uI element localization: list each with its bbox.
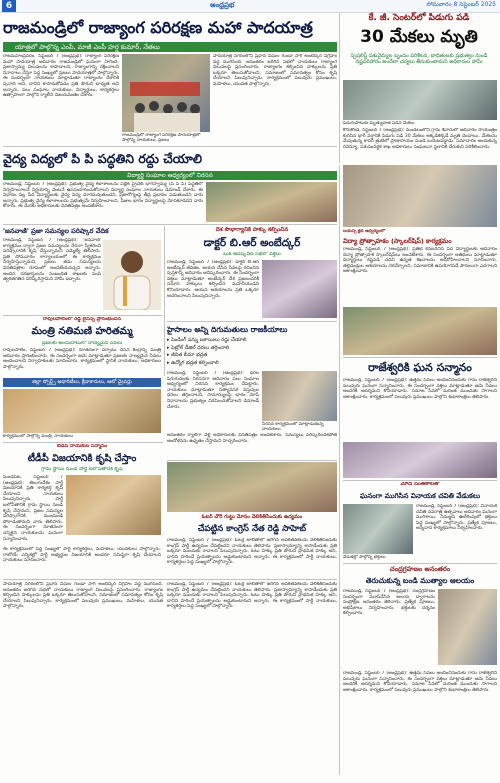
haisalam-point: ▸ ఉద్యోగ భద్రత కల్పించాలి	[167, 359, 219, 366]
tdp-headline: టీడీపీ విజయానికి కృషి చేస్తాం	[27, 453, 137, 464]
bottom-right-body: రాజమండ్రి, సెప్టెంబర్ 7 (ఆంధ్రప్రభ): ఉత్తమ సేవలు అందించినందుకు గాను రాజేశ్వరిని పలువురు ఘనంగా సన్మానించారు. ఈ సందర్భంగా వక్తలు మాట్లాడుతూ ఆమె సేవలు అందరికీ ఆదర్శమని కొనియాడారు. సమాజ సేవలో మరింత ముందుకు సాగాలని ఆకాంక్షించారు. కార్యక్రమంలో పలువురు ప్రముఖులు పాల్గొని శుభాకాంక్షలు తెలిపారు.	[343, 671, 497, 693]
mla-portrait	[103, 240, 161, 310]
sanmanam-body: రాజమండ్రి, సెప్టెంబర్ 7 (ఆంధ్రప్రభ): ఉత్తమ సేవలు అందించినందుకు గాను రాజేశ్వరిని పలువురు ఘనంగా సన్మానించారు. ఈ సందర్భంగా వక్తలు మాట్లాడుతూ ఆమె సేవలు అందరికీ ఆదర్శమని కొనియాడారు. సమాజ సేవలో మరింత ముందుకు సాగాలని ఆకాంక్షించారు. కార్యక్రమంలో పలువురు ప్రముఖులు పాల్గొని శుభాకాంక్షలు తెలిపారు.	[343, 378, 497, 400]
person-icon	[103, 240, 161, 310]
section-divider	[3, 442, 163, 443]
section-divider	[167, 321, 337, 322]
medical-bar: విద్యార్థి సంఘాల ఆధ్వర్యంలో నిరసన	[3, 171, 337, 180]
ambedkar-body: రాజమండ్రి, సెప్టెంబర్ 7 (ఆంధ్రప్రభ): డాక్టర్ బి.ఆర్ అంబేద్కర్ జీవితం, ఆయన చేసిన సేవలపై రచించిన పుస్తకాన్ని ఆదివారం ఆవిష్కరించారు. ఈ సందర్భంగా వక్తలు మాట్లాడుతూ అంబేద్కర్ దేశ ప్రజలందరికీ సమాన హక్కులు కల్పించిన మహనీయుడని కొనియాడారు. ఆయన ఆశయాలను ప్రతి ఒక్కరూ ఆచరించాలని పిలుపునిచ్చారు.	[167, 260, 259, 299]
ambedkar-kicker: దేశ సౌభాగ్యానికి హక్కు కల్పించిన	[215, 227, 289, 233]
medical-headline: వైద్య విద్యలో పి పి పద్ధతిని రద్దు చేయాలి	[3, 151, 203, 166]
goats-photo	[343, 80, 497, 120]
modi-headline: ఘనంగా ముగిసిన వినాయక చవితి వేడుకలు	[359, 492, 481, 500]
modi-caption: వేడుకల్లో పాల్గొన్న భక్తులు	[343, 555, 386, 560]
medical-body: రాజమండ్రి, సెప్టెంబర్ 7 (ఆంధ్రప్రభ): ప్రభుత్వ వైద్య కళాశాలలను పబ్లిక్ ప్రైవేట్ భాగస్వామ్య (పి పి పి) పద్ధతిలో నిర్వహించాలనే నిర్ణయాన్ని వెంటనే ఉపసంహరించుకోవాలని విద్యార్థి సంఘాల నాయకులు డిమాండ్ చేశారు. ఈ విధానం వల్ల పేద విద్యార్థులకు వైద్య విద్య దూరమవుతుందని, ప్రజారోగ్యంపై తీవ్ర ప్రభావం పడుతుందని వారు అన్నారు. ప్రభుత్వ వైద్య కళాశాలలను ప్రభుత్వమే నిర్వహించాలని, ఫీజుల భారం విద్యార్థులపై మోపకూడదని వారు కోరారు. ఈ మేరకు అధికారులకు వినతిపత్రం అందజేశారు.	[3, 182, 203, 210]
section-divider	[3, 579, 337, 580]
lead-body: రాజమహేంద్రవరం, సెప్టెంబర్ 7 (ఆంధ్రప్రభ): రాజ్యాంగ పరిరక్షణ మహా పాదయాత్ర ఆదివారం రాజమండ్రిలో ఘనంగా సాగింది. ప్రజాస్వామ్య విలువలను కాపాడాలని, రాజ్యాంగాన్ని రక్షించాలని నినాదాలు చేస్తూ పెద్ద సంఖ్యలో ప్రజలు పాదయాత్రలో పాల్గొన్నారు. ఈ సందర్భంగా నాయకులు మాట్లాడుతూ రాజ్యాంగం దేశానికి పునాది అని, దానిని కాపాడుకోవడం ప్రతి పౌరుని బాధ్యత అని అన్నారు. పలు సంఘాల నాయకులు, విద్యార్థులు, కార్యకర్తలు ఉత్సాహంగా పాల్గొని ర్యాలీని విజయవంతం చేశారు.	[3, 54, 119, 99]
haisalam-points	[167, 337, 337, 369]
scholarship-kicker: లయన్స్ క్లబ్ ఆధ్వర్యంలో	[343, 229, 385, 234]
scholarship-headline: విద్యా ప్రోత్సాహకం (స్కాలర్‌షిప్) కార్యక్రమం	[343, 237, 452, 245]
column-divider	[339, 13, 340, 163]
goats-body: కోరుకొండ, సెప్టెంబర్ 7 (ఆంధ్రప్రభ): మండలంలోని గ్రామ శివారులో ఆదివారం సాయంత్రం కురిసిన భారీ వర్షానికి పిడుగు పడి 30 మేకలు అక్కడికక్కడే మృతి చెందాయి. మేకలను మేపుతున్న కాపరి త్రుటిలో ప్రాణాపాయం నుండి బయటపడ్డాడు. సమాచారం అందుకున్న రెవెన్యూ, పశుసంవర్ధక శాఖ అధికారులు సంఘటనా స్థలానికి చేరుకుని పరిశీలించారు.	[343, 128, 497, 150]
haisalam-headline: హైసాలం అన్ని దిగుమతులు రాజకీయాలు	[167, 325, 288, 334]
modi-kicker: మోదీ సంతకాలతో	[400, 482, 440, 487]
rally-illustration	[122, 54, 210, 132]
chandra-photo	[438, 589, 497, 665]
lead-subhead: యాత్రలో పాల్గొన్న ఎంపీ, మాజీ ఎంపీ హర్ష కుమార్, నేతలు	[3, 42, 337, 52]
goats-headline: 30 మేకలు మృతి	[360, 27, 478, 47]
haritham-photo	[3, 389, 161, 433]
haisalam-point: ▸ పెట్రోల్ డీజిల్ ధరలు తగ్గించాలి	[167, 344, 230, 351]
chandra-body: రాజమండ్రి, సెప్టెంబర్ 7 (ఆంధ్రప్రభ): చంద్రగ్రహణం సందర్భంగా మూసివేసిన ఆలయ ద్వారాలను సంప్రోక్షణ అనంతరం తెరిచారు. ప్రత్యేక పూజలు, అభిషేకాలు నిర్వహించారు. భక్తులకు దర్శనం కల్పించారు.	[343, 589, 435, 617]
scholarship-body: రాజమండ్రి, సెప్టెంబర్ 7 (ఆంధ్రప్రభ): ప్రతిభ కనబరిచిన పేద విద్యార్థులకు ఆదివారం విద్యా ప్రోత్సాహక స్కాలర్‌షిప్‌లు అందజేశారు. ఈ సందర్భంగా అతిథులు మాట్లాడుతూ విద్యార్థులు కష్టపడి చదివి ఉన్నత శిఖరాలను అధిరోహించాలని సూచించారు. తల్లిదండ్రుల ఆశయాలను నెరవేర్చాలని, సమాజానికి ఉపయోగపడే పౌరులుగా ఎదగాలని ఆకాంక్షించారు.	[343, 247, 497, 275]
masthead: ఆంధ్రప్రభ	[210, 1, 235, 9]
column-divider	[164, 226, 165, 376]
haritham-kicker: రావులపాలెంలో రెడ్డి లైసెన్స్ ప్రారంభించిన	[42, 317, 122, 322]
haritham-body: రావులపాలెం, సెప్టెంబర్ 7 (ఆంధ్రప్రభ): నూతనంగా ఏర్పాటు చేసిన కేంద్రాన్ని మంత్రి ఆదివారం ప్రారంభించారు. ఈ సందర్భంగా ఆమె మాట్లాడుతూ ప్రజలకు నాణ్యమైన సేవలు అందించాలని నిర్వాహకులకు సూచించారు. కార్యక్రమంలో స్థానిక నాయకులు, అధికారులు పాల్గొన్నారు.	[3, 348, 161, 370]
section-divider	[167, 460, 337, 461]
haisalam-body: రాజమండ్రి, సెప్టెంబర్ 7 (ఆంధ్రప్రభ): ధరల పెరుగుదలకు నిరసనగా ఆదివారం పలు సంఘాల ఆధ్వర్యంలో నిరసన కార్యక్రమం చేపట్టారు. నాయకులు మాట్లాడుతూ నిత్యావసర వస్తువుల ధరలు తగ్గించాలని, సామాన్యులపై భారం మోపే విధానాలను ప్రభుత్వం విరమించుకోవాలని డిమాండ్ చేశారు.	[167, 371, 259, 410]
tdp-kicker: టీడీపీ నాయకుల సన్మానం	[56, 444, 108, 449]
goats-subhead: స్పెషలిస్ట్ పశువైద్యుల బృందం పరిశీలన, బాధితులకు ప్రభుత్వం నుండి నష్టపరిహారం అందేలా చర్యలు తీసుకుంటామని అధికారుల హామీ	[350, 53, 488, 66]
sanmanam-headline: రాజేశ్వరికి ఘన సన్మానం	[368, 361, 472, 374]
lead-body-continued: పాదయాత్ర నగరంలోని ప్రధాన వీధుల గుండా సాగి అంబేద్కర్ విగ్రహం వద్ద ముగిసింది. అనంతరం జరిగిన సభలో నాయకులు రాజ్యాంగ విలువలపై ప్రసంగించారు. రాజ్యాంగం కల్పించిన హక్కులను ప్రతి ఒక్కరూ తెలుసుకోవాలని, సమాజంలో సమానత్వం కోసం కృషి చేయాలని పిలుపునిచ్చారు. కార్యక్రమంలో పలువురు ప్రముఖులు, మహిళలు, యువత పాల్గొన్నారు.	[213, 54, 337, 87]
haisalam-point: ▸ జీవిత బీమా భద్రత	[167, 352, 208, 358]
congress-kicker: ఓటర్ చోరీ గుట్టు మోసం వెలికితీసేందుకు ఉద్యమం	[201, 514, 303, 520]
goats-caption: పిడుగుపాటుకు మృత్యువాత పడిన మేకలు	[343, 121, 415, 126]
janavani-headline: 'జనవాణి' ప్రజా సమస్యల పరిష్కార వేదిక	[3, 227, 109, 235]
tdp-body: మండపేట, సెప్టెంబర్ 7 (ఆంధ్రప్రభ): తెలుగుదేశం పార్టీ విజయానికి ప్రతి కార్యకర్త కృషి చేయాలని నాయకులు పిలుపునిచ్చారు. పార్టీ బలోపేతానికి గ్రామ స్థాయి నుండి కృషి చేస్తామని, ప్రజల సమస్యల పరిష్కారానికి ముందుండి పోరాడుతామని వారు తెలిపారు. ఈ సందర్భంగా నూతనంగా ఎన్నికైన నాయకులను ఘనంగా సన్మానించారు.	[3, 475, 63, 542]
tdp-photo	[66, 475, 161, 535]
janavani-body: రాజమండ్రి, సెప్టెంబర్ 7 (ఆంధ్రప్రభ): 'జనవాణి' కార్యక్రమం ద్వారా ప్రజల సమస్యలను నేరుగా స్వీకరించి పరిష్కారానికి కృషి చేస్తున్నామని ఎమ్మెల్యే తెలిపారు. ప్రతి సోమవారం కార్యాలయంలో ఈ కార్యక్రమం నిర్వహిస్తున్నామని, ప్రజలు తమ సమస్యలను వినతిపత్రాల రూపంలో అందజేయవచ్చని అన్నారు. అందిన దరఖాస్తులను సంబంధిత శాఖలకు పంపి త్వరితగతిన పరిష్కరిస్తామని హామీ ఇచ్చారు.	[3, 238, 101, 283]
haritham-headline: మంత్రి నతిమణి హరితమ్మ	[31, 326, 133, 337]
dateline: సోమవారం 8 సెప్టెంబర్ 2025	[426, 1, 496, 8]
medical-photo	[206, 182, 337, 222]
lead-photo-caption: రాజమండ్రిలో రాజ్యాంగ పరిరక్షణ పాదయాత్రలో పాల్గొన్న నాయకులు, ప్రజలు	[122, 133, 201, 144]
bottom-left-body: పాదయాత్ర నగరంలోని ప్రధాన వీధుల గుండా సాగి అంబేద్కర్ విగ్రహం వద్ద ముగిసింది. అనంతరం జరిగిన సభలో నాయకులు రాజ్యాంగ విలువలపై ప్రసంగించారు. రాజ్యాంగం కల్పించిన హక్కులను ప్రతి ఒక్కరూ తెలుసుకోవాలని, సమాజంలో సమానత్వం కోసం కృషి చేయాలని పిలుపునిచ్చారు. కార్యక్రమంలో పలువురు ప్రముఖులు, మహిళలు, యువత పాల్గొన్నారు.	[3, 582, 163, 610]
tdp-body-continued: ఈ కార్యక్రమంలో పెద్ద సంఖ్యలో పార్టీ కార్యకర్తలు, మహిళలు, యువకులు పాల్గొన్నారు. రాబోయే ఎన్నికల్లో పార్టీ అభ్యర్థుల విజయానికి అందరూ సమిష్టిగా కృషి చేయాలని నాయకులు సూచించారు.	[3, 547, 161, 564]
ambedkar-sub: బుక్ ఆవిష్కరణ సభలో వక్తలు	[223, 252, 281, 257]
column-divider-right	[339, 165, 340, 775]
congress-body: రాజమండ్రి, సెప్టెంబర్ 7 (ఆంధ్రప్రభ): ఓటర్ల జాబితాలో జరిగిన అవకతవకలను వెలికితీసేందుకు కాంగ్రెస్ పార్టీ ఉద్యమం చేపట్టిందని నాయకులు తెలిపారు. ప్రజాస్వామ్యాన్ని కాపాడేందుకు ప్రతి ఒక్కరూ ముందుకు రావాలని పిలుపునిచ్చారు. ఓటు హక్కు ప్రతి పౌరుని ప్రాథమిక హక్కు అని, దానిని హరించే ప్రయత్నాలను అడ్డుకుంటామని అన్నారు. ఈ కార్యక్రమంలో పార్టీ నాయకులు, కార్యకర్తలు పెద్ద సంఖ్యలో పాల్గొన్నారు.	[167, 538, 337, 566]
section-divider	[343, 480, 497, 481]
haisalam-photo	[262, 371, 337, 421]
page-header-strip	[0, 0, 500, 13]
chandra-kicker: చంద్రగ్రహణం అనంతరం	[389, 565, 451, 573]
section-divider	[3, 315, 163, 316]
goats-kicker: కే. జీ. సెంటర్‌లో పిడుగు పడి	[368, 13, 470, 23]
scholarship-photo-2	[343, 307, 497, 355]
section-divider	[343, 563, 497, 564]
bottom-mid-body: రాజమండ్రి, సెప్టెంబర్ 7 (ఆంధ్రప్రభ): ఓటర్ల జాబితాలో జరిగిన అవకతవకలను వెలికితీసేందుకు కాంగ్రెస్ పార్టీ ఉద్యమం చేపట్టిందని నాయకులు తెలిపారు. ప్రజాస్వామ్యాన్ని కాపాడేందుకు ప్రతి ఒక్కరూ ముందుకు రావాలని పిలుపునిచ్చారు. ఓటు హక్కు ప్రతి పౌరుని ప్రాథమిక హక్కు అని, దానిని హరించే ప్రయత్నాలను అడ్డుకుంటామని అన్నారు. ఈ కార్యక్రమంలో పార్టీ నాయకులు, కార్యకర్తలు పెద్ద సంఖ్యలో పాల్గొన్నారు.	[167, 582, 337, 610]
congress-headline: చేపట్టిన కాంగ్రెస్ నేత రెడ్డి సాహెబ్	[197, 524, 307, 534]
congress-photo	[167, 462, 337, 512]
section-divider	[343, 357, 497, 358]
haritham-bar: జిల్లా స్పోర్ట్స్ అథారిటీలు, క్రీడాకారులు, ఆటో డ్రైవర్లు	[3, 378, 161, 387]
haisalam-body-continued: అనంతరం ర్యాలీగా వెళ్లి అధికారులకు వినతిపత్రం అందజేశారు. సమస్యలు పరిష్కరించకపోతే ఆందోళనను ఉధృతం చేస్తామని హెచ్చరించారు.	[167, 433, 337, 444]
modi-body: రాజమండ్రి, సెప్టెంబర్ 7 (ఆంధ్రప్రభ): వినాయక చవితి నవరాత్రి ఉత్సవాలు ఆదివారం ఘనంగా ముగిశాయి. నిమజ్జన ఊరేగింపులో భక్తులు పెద్ద సంఖ్యలో పాల్గొన్నారు. ప్రత్యేక పూజలు, అన్నదాన కార్యక్రమాలు నిర్వహించారు.	[416, 504, 497, 532]
haisalam-point: ▸ పెండింగ్ పన్ను బకాయిలు రద్దు చేయాలి	[167, 337, 247, 343]
section-divider	[3, 224, 337, 225]
section-divider	[3, 146, 337, 147]
haisalam-caption: నిరసన కార్యక్రమంలో మాట్లాడుతున్న నాయకులు	[262, 422, 324, 432]
modi-photo	[343, 504, 413, 554]
lead-headline: రాజమండ్రిలో రాజ్యాంగ పరిరక్షణ మహా పాదయాత్ర	[3, 18, 313, 37]
ambedkar-photo	[262, 260, 337, 318]
haritham-caption: కార్యక్రమంలో పాల్గొన్న మంత్రి, నాయకులు	[3, 434, 73, 439]
lead-photo	[122, 54, 210, 132]
ambedkar-headline: డాక్టర్ బి.ఆర్ అంబేద్కర్	[203, 237, 301, 249]
scholarship-photo	[343, 165, 497, 227]
sanmanam-photo	[343, 442, 497, 478]
page-number: 6	[2, 0, 16, 12]
tdp-sub: గ్రామ స్థాయి నుండి పార్టీ బలోపేతానికి కృషి	[41, 467, 123, 472]
chandra-headline: తెరుచుకున్న బండి ముత్యాల ఆలయం	[365, 576, 475, 585]
haritham-sub: ప్రజలకు అందుబాటులో నాణ్యమైన సేవలు	[41, 341, 123, 346]
